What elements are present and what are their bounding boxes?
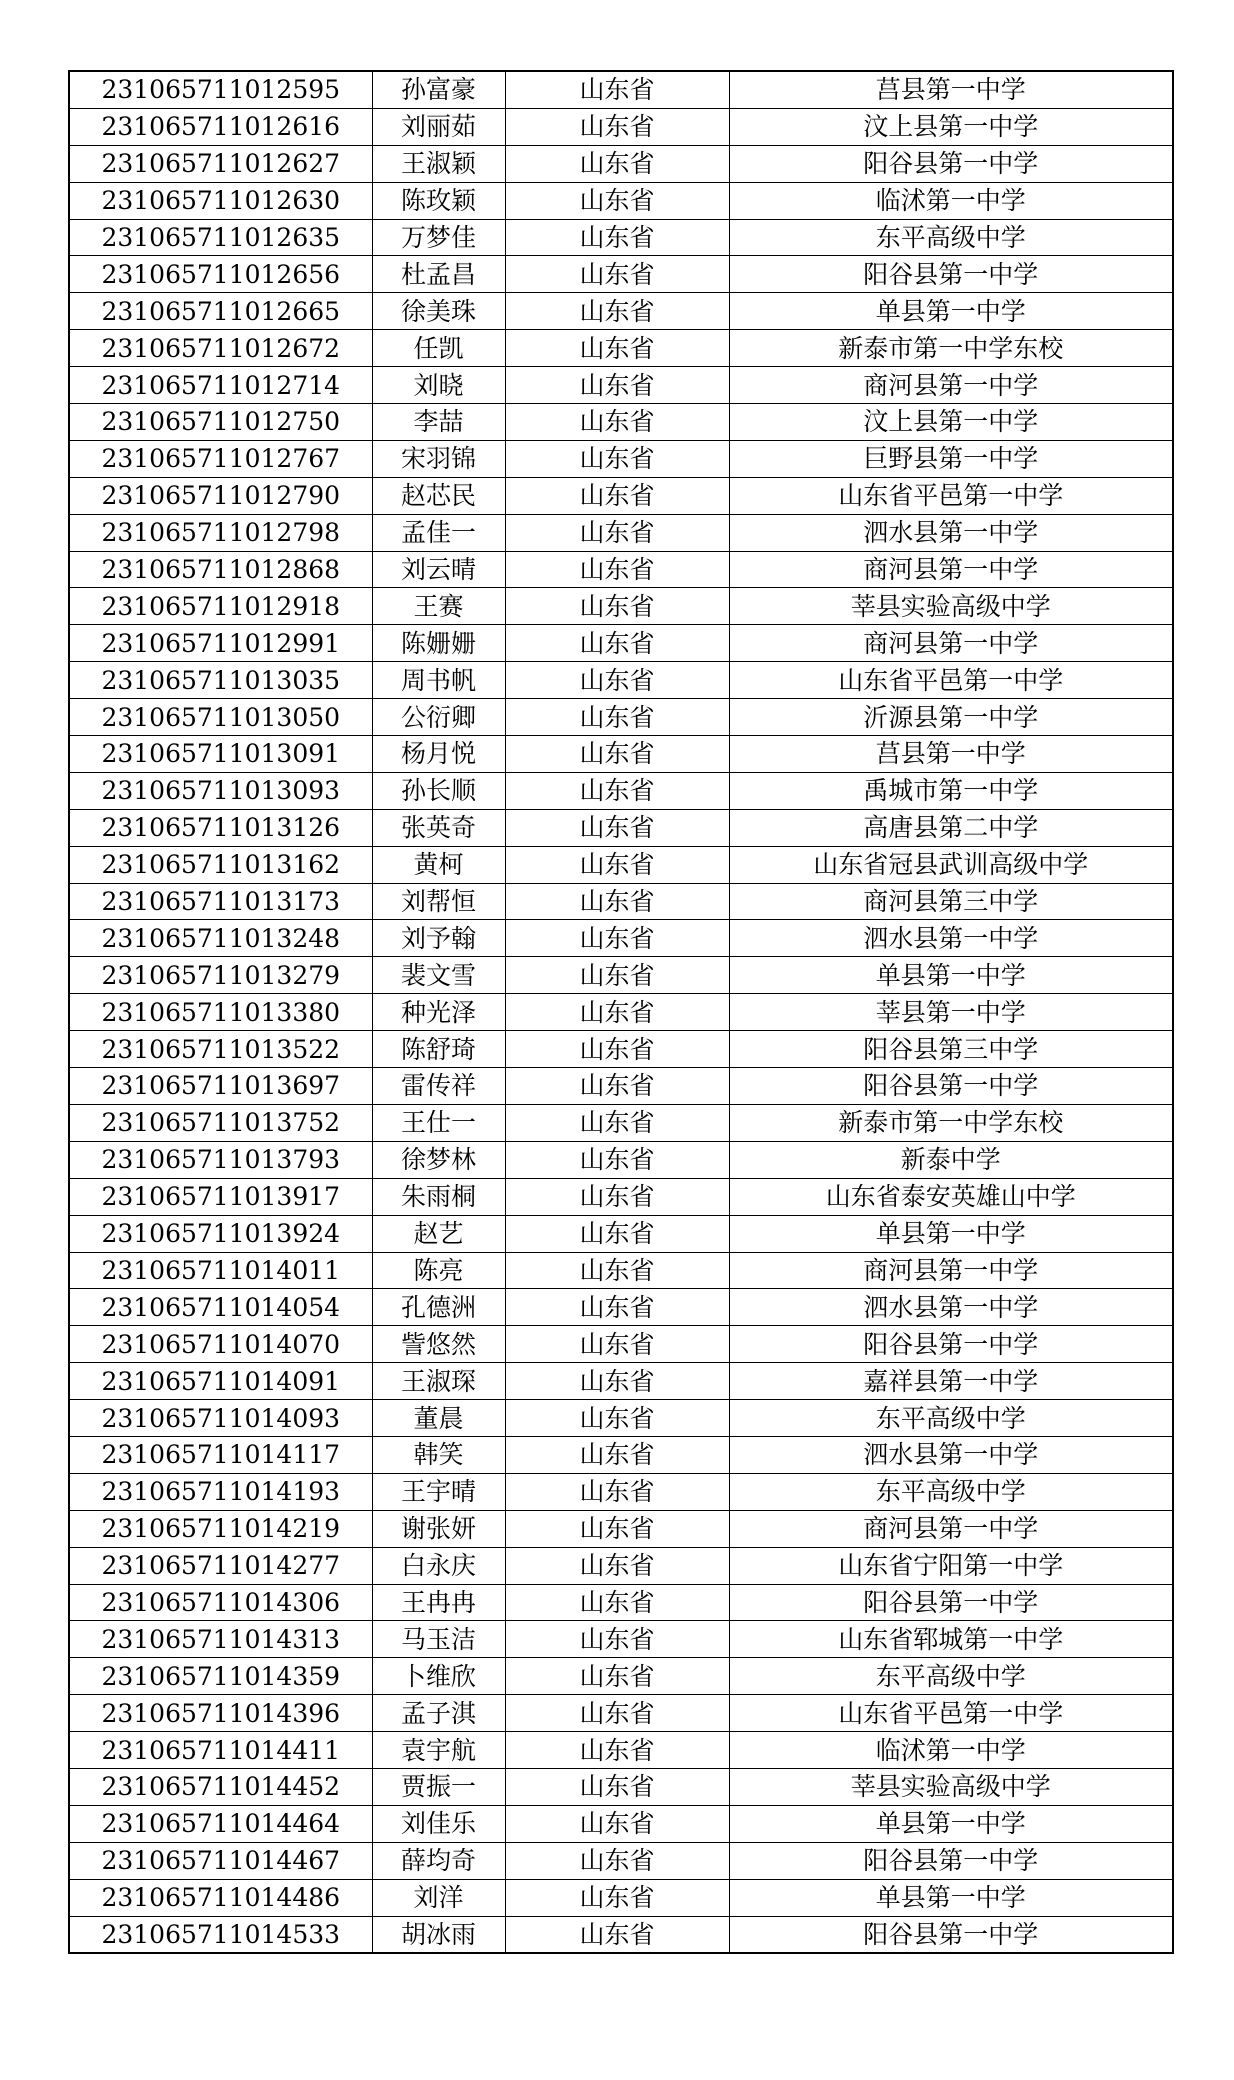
table-row xyxy=(69,1768,1173,1805)
candidate-id-cell: 231065711012868 xyxy=(69,551,372,588)
table-row xyxy=(69,477,1173,514)
candidate-id-cell: 231065711012635 xyxy=(69,219,372,256)
candidate-id-cell: 231065711014091 xyxy=(69,1363,372,1400)
candidate-id-cell: 231065711014486 xyxy=(69,1879,372,1916)
candidate-id-cell: 231065711012656 xyxy=(69,256,372,293)
candidate-id-cell: 231065711013522 xyxy=(69,1031,372,1068)
student-name-cell: 白永庆 xyxy=(372,1547,505,1584)
candidate-id-cell: 231065711013917 xyxy=(69,1178,372,1215)
candidate-id-cell: 231065711013279 xyxy=(69,957,372,994)
student-name-cell: 万梦佳 xyxy=(372,219,505,256)
roster-table-body xyxy=(69,71,1173,1953)
student-name-cell: 王淑琛 xyxy=(372,1363,505,1400)
province-cell: 山东省 xyxy=(505,588,729,625)
candidate-id-cell: 231065711013035 xyxy=(69,662,372,699)
candidate-id-cell: 231065711012627 xyxy=(69,145,372,182)
school-cell: 商河县第一中学 xyxy=(729,1510,1173,1547)
province-cell: 山东省 xyxy=(505,145,729,182)
school-cell: 单县第一中学 xyxy=(729,293,1173,330)
student-name-cell: 徐梦林 xyxy=(372,1141,505,1178)
table-row xyxy=(69,1068,1173,1105)
school-cell: 临沭第一中学 xyxy=(729,1732,1173,1769)
school-cell: 单县第一中学 xyxy=(729,1879,1173,1916)
table-row xyxy=(69,108,1173,145)
student-name-cell: 周书帆 xyxy=(372,662,505,699)
candidate-id-cell: 231065711014117 xyxy=(69,1436,372,1473)
table-row xyxy=(69,1916,1173,1953)
student-name-cell: 杜孟昌 xyxy=(372,256,505,293)
candidate-id-cell: 231065711012665 xyxy=(69,293,372,330)
province-cell: 山东省 xyxy=(505,477,729,514)
province-cell: 山东省 xyxy=(505,330,729,367)
school-cell: 单县第一中学 xyxy=(729,1215,1173,1252)
province-cell: 山东省 xyxy=(505,1510,729,1547)
province-cell: 山东省 xyxy=(505,182,729,219)
student-name-cell: 刘佳乐 xyxy=(372,1805,505,1842)
province-cell: 山东省 xyxy=(505,1842,729,1879)
school-cell: 东平高级中学 xyxy=(729,1658,1173,1695)
candidate-id-cell: 231065711014070 xyxy=(69,1326,372,1363)
school-cell: 山东省冠县武训高级中学 xyxy=(729,846,1173,883)
student-name-cell: 卜维欣 xyxy=(372,1658,505,1695)
student-name-cell: 雷传祥 xyxy=(372,1068,505,1105)
student-name-cell: 刘洋 xyxy=(372,1879,505,1916)
school-cell: 巨野县第一中学 xyxy=(729,440,1173,477)
table-row xyxy=(69,1436,1173,1473)
table-row xyxy=(69,1879,1173,1916)
student-name-cell: 王仕一 xyxy=(372,1104,505,1141)
province-cell: 山东省 xyxy=(505,1695,729,1732)
school-cell: 单县第一中学 xyxy=(729,957,1173,994)
school-cell: 莘县第一中学 xyxy=(729,994,1173,1031)
province-cell: 山东省 xyxy=(505,1621,729,1658)
student-name-cell: 种光泽 xyxy=(372,994,505,1031)
table-row xyxy=(69,1547,1173,1584)
student-name-cell: 赵芯民 xyxy=(372,477,505,514)
school-cell: 阳谷县第一中学 xyxy=(729,1584,1173,1621)
student-name-cell: 薛均奇 xyxy=(372,1842,505,1879)
candidate-id-cell: 231065711014411 xyxy=(69,1732,372,1769)
table-row xyxy=(69,1289,1173,1326)
table-row xyxy=(69,256,1173,293)
candidate-id-cell: 231065711014452 xyxy=(69,1768,372,1805)
table-row xyxy=(69,920,1173,957)
student-name-cell: 孟佳一 xyxy=(372,514,505,551)
school-cell: 临沭第一中学 xyxy=(729,182,1173,219)
school-cell: 莘县实验高级中学 xyxy=(729,1768,1173,1805)
school-cell: 嘉祥县第一中学 xyxy=(729,1363,1173,1400)
province-cell: 山东省 xyxy=(505,1473,729,1510)
school-cell: 泗水县第一中学 xyxy=(729,920,1173,957)
province-cell: 山东省 xyxy=(505,1215,729,1252)
student-name-cell: 裴文雪 xyxy=(372,957,505,994)
school-cell: 商河县第三中学 xyxy=(729,883,1173,920)
candidate-id-cell: 231065711012790 xyxy=(69,477,372,514)
school-cell: 新泰中学 xyxy=(729,1141,1173,1178)
student-name-cell: 陈舒琦 xyxy=(372,1031,505,1068)
province-cell: 山东省 xyxy=(505,108,729,145)
school-cell: 禹城市第一中学 xyxy=(729,772,1173,809)
province-cell: 山东省 xyxy=(505,219,729,256)
candidate-id-cell: 231065711013091 xyxy=(69,736,372,773)
candidate-id-cell: 231065711012750 xyxy=(69,404,372,441)
student-name-cell: 孙长顺 xyxy=(372,772,505,809)
candidate-id-cell: 231065711012798 xyxy=(69,514,372,551)
table-row xyxy=(69,1031,1173,1068)
candidate-id-cell: 231065711013050 xyxy=(69,699,372,736)
school-cell: 高唐县第二中学 xyxy=(729,809,1173,846)
school-cell: 汶上县第一中学 xyxy=(729,108,1173,145)
table-row xyxy=(69,1842,1173,1879)
school-cell: 商河县第一中学 xyxy=(729,1252,1173,1289)
student-name-cell: 张英奇 xyxy=(372,809,505,846)
table-row xyxy=(69,330,1173,367)
province-cell: 山东省 xyxy=(505,1326,729,1363)
table-row xyxy=(69,809,1173,846)
school-cell: 东平高级中学 xyxy=(729,1400,1173,1437)
candidate-id-cell: 231065711014277 xyxy=(69,1547,372,1584)
province-cell: 山东省 xyxy=(505,736,729,773)
candidate-id-cell: 231065711012630 xyxy=(69,182,372,219)
table-row xyxy=(69,1805,1173,1842)
student-name-cell: 孙富豪 xyxy=(372,71,505,108)
table-row xyxy=(69,1104,1173,1141)
student-name-cell: 刘晓 xyxy=(372,367,505,404)
candidate-id-cell: 231065711012595 xyxy=(69,71,372,108)
candidate-id-cell: 231065711013248 xyxy=(69,920,372,957)
student-name-cell: 韩笑 xyxy=(372,1436,505,1473)
province-cell: 山东省 xyxy=(505,883,729,920)
candidate-id-cell: 231065711014054 xyxy=(69,1289,372,1326)
table-row xyxy=(69,1252,1173,1289)
student-name-cell: 任凯 xyxy=(372,330,505,367)
candidate-id-cell: 231065711014093 xyxy=(69,1400,372,1437)
candidate-id-cell: 231065711014359 xyxy=(69,1658,372,1695)
province-cell: 山东省 xyxy=(505,440,729,477)
school-cell: 商河县第一中学 xyxy=(729,625,1173,662)
table-row xyxy=(69,145,1173,182)
student-name-cell: 訾悠然 xyxy=(372,1326,505,1363)
province-cell: 山东省 xyxy=(505,367,729,404)
province-cell: 山东省 xyxy=(505,1879,729,1916)
student-name-cell: 王赛 xyxy=(372,588,505,625)
school-cell: 新泰市第一中学东校 xyxy=(729,1104,1173,1141)
table-row xyxy=(69,1621,1173,1658)
table-row xyxy=(69,957,1173,994)
student-name-cell: 刘丽茹 xyxy=(372,108,505,145)
student-name-cell: 杨月悦 xyxy=(372,736,505,773)
province-cell: 山东省 xyxy=(505,1584,729,1621)
candidate-id-cell: 231065711013126 xyxy=(69,809,372,846)
province-cell: 山东省 xyxy=(505,1547,729,1584)
student-name-cell: 刘帮恒 xyxy=(372,883,505,920)
table-row xyxy=(69,994,1173,1031)
candidate-id-cell: 231065711013697 xyxy=(69,1068,372,1105)
student-name-cell: 董晨 xyxy=(372,1400,505,1437)
candidate-id-cell: 231065711012714 xyxy=(69,367,372,404)
province-cell: 山东省 xyxy=(505,1805,729,1842)
table-row xyxy=(69,404,1173,441)
school-cell: 山东省郓城第一中学 xyxy=(729,1621,1173,1658)
candidate-id-cell: 231065711014464 xyxy=(69,1805,372,1842)
candidate-id-cell: 231065711014193 xyxy=(69,1473,372,1510)
table-row xyxy=(69,736,1173,773)
table-row xyxy=(69,883,1173,920)
school-cell: 山东省平邑第一中学 xyxy=(729,477,1173,514)
table-row xyxy=(69,662,1173,699)
candidate-id-cell: 231065711012616 xyxy=(69,108,372,145)
table-row xyxy=(69,1400,1173,1437)
candidate-id-cell: 231065711014011 xyxy=(69,1252,372,1289)
province-cell: 山东省 xyxy=(505,71,729,108)
school-cell: 山东省泰安英雄山中学 xyxy=(729,1178,1173,1215)
school-cell: 沂源县第一中学 xyxy=(729,699,1173,736)
school-cell: 阳谷县第一中学 xyxy=(729,1326,1173,1363)
province-cell: 山东省 xyxy=(505,551,729,588)
school-cell: 商河县第一中学 xyxy=(729,367,1173,404)
province-cell: 山东省 xyxy=(505,1141,729,1178)
student-name-cell: 胡冰雨 xyxy=(372,1916,505,1953)
table-row xyxy=(69,367,1173,404)
candidate-id-cell: 231065711014533 xyxy=(69,1916,372,1953)
school-cell: 阳谷县第三中学 xyxy=(729,1031,1173,1068)
table-row xyxy=(69,1141,1173,1178)
province-cell: 山东省 xyxy=(505,920,729,957)
table-row xyxy=(69,1584,1173,1621)
student-name-cell: 陈姗姗 xyxy=(372,625,505,662)
school-cell: 阳谷县第一中学 xyxy=(729,256,1173,293)
student-name-cell: 孟子淇 xyxy=(372,1695,505,1732)
candidate-id-cell: 231065711012991 xyxy=(69,625,372,662)
candidate-id-cell: 231065711013380 xyxy=(69,994,372,1031)
province-cell: 山东省 xyxy=(505,1178,729,1215)
province-cell: 山东省 xyxy=(505,809,729,846)
province-cell: 山东省 xyxy=(505,957,729,994)
table-row xyxy=(69,588,1173,625)
school-cell: 新泰市第一中学东校 xyxy=(729,330,1173,367)
candidate-id-cell: 231065711012672 xyxy=(69,330,372,367)
student-name-cell: 陈玫颖 xyxy=(372,182,505,219)
school-cell: 阳谷县第一中学 xyxy=(729,145,1173,182)
province-cell: 山东省 xyxy=(505,1104,729,1141)
student-name-cell: 赵艺 xyxy=(372,1215,505,1252)
province-cell: 山东省 xyxy=(505,1068,729,1105)
province-cell: 山东省 xyxy=(505,1400,729,1437)
candidate-id-cell: 231065711013924 xyxy=(69,1215,372,1252)
province-cell: 山东省 xyxy=(505,1289,729,1326)
province-cell: 山东省 xyxy=(505,1436,729,1473)
province-cell: 山东省 xyxy=(505,293,729,330)
province-cell: 山东省 xyxy=(505,1031,729,1068)
table-row xyxy=(69,182,1173,219)
province-cell: 山东省 xyxy=(505,772,729,809)
province-cell: 山东省 xyxy=(505,1658,729,1695)
student-name-cell: 李喆 xyxy=(372,404,505,441)
province-cell: 山东省 xyxy=(505,662,729,699)
school-cell: 东平高级中学 xyxy=(729,219,1173,256)
school-cell: 山东省宁阳第一中学 xyxy=(729,1547,1173,1584)
table-row xyxy=(69,699,1173,736)
table-row xyxy=(69,1215,1173,1252)
candidate-id-cell: 231065711013093 xyxy=(69,772,372,809)
table-row xyxy=(69,1732,1173,1769)
school-cell: 莒县第一中学 xyxy=(729,736,1173,773)
candidate-id-cell: 231065711014219 xyxy=(69,1510,372,1547)
table-row xyxy=(69,1363,1173,1400)
table-row xyxy=(69,219,1173,256)
province-cell: 山东省 xyxy=(505,846,729,883)
table-row xyxy=(69,1695,1173,1732)
table-row xyxy=(69,514,1173,551)
table-row xyxy=(69,293,1173,330)
table-row xyxy=(69,1658,1173,1695)
school-cell: 泗水县第一中学 xyxy=(729,514,1173,551)
student-name-cell: 黄柯 xyxy=(372,846,505,883)
province-cell: 山东省 xyxy=(505,1732,729,1769)
student-name-cell: 陈亮 xyxy=(372,1252,505,1289)
candidate-id-cell: 231065711014313 xyxy=(69,1621,372,1658)
candidate-id-cell: 231065711012918 xyxy=(69,588,372,625)
province-cell: 山东省 xyxy=(505,514,729,551)
student-name-cell: 朱雨桐 xyxy=(372,1178,505,1215)
school-cell: 莒县第一中学 xyxy=(729,71,1173,108)
student-name-cell: 孔德洲 xyxy=(372,1289,505,1326)
school-cell: 阳谷县第一中学 xyxy=(729,1842,1173,1879)
table-row xyxy=(69,71,1173,108)
school-cell: 泗水县第一中学 xyxy=(729,1436,1173,1473)
candidate-id-cell: 231065711012767 xyxy=(69,440,372,477)
table-row xyxy=(69,1510,1173,1547)
student-name-cell: 马玉洁 xyxy=(372,1621,505,1658)
candidate-id-cell: 231065711014306 xyxy=(69,1584,372,1621)
province-cell: 山东省 xyxy=(505,404,729,441)
school-cell: 东平高级中学 xyxy=(729,1473,1173,1510)
student-name-cell: 袁宇航 xyxy=(372,1732,505,1769)
school-cell: 泗水县第一中学 xyxy=(729,1289,1173,1326)
school-cell: 莘县实验高级中学 xyxy=(729,588,1173,625)
province-cell: 山东省 xyxy=(505,1768,729,1805)
candidate-id-cell: 231065711014396 xyxy=(69,1695,372,1732)
candidate-id-cell: 231065711013162 xyxy=(69,846,372,883)
province-cell: 山东省 xyxy=(505,1916,729,1953)
school-cell: 商河县第一中学 xyxy=(729,551,1173,588)
student-name-cell: 贾振一 xyxy=(372,1768,505,1805)
province-cell: 山东省 xyxy=(505,994,729,1031)
candidate-id-cell: 231065711013173 xyxy=(69,883,372,920)
school-cell: 阳谷县第一中学 xyxy=(729,1916,1173,1953)
school-cell: 山东省平邑第一中学 xyxy=(729,662,1173,699)
student-name-cell: 谢张妍 xyxy=(372,1510,505,1547)
student-name-cell: 徐美珠 xyxy=(372,293,505,330)
school-cell: 山东省平邑第一中学 xyxy=(729,1695,1173,1732)
province-cell: 山东省 xyxy=(505,256,729,293)
candidate-id-cell: 231065711014467 xyxy=(69,1842,372,1879)
school-cell: 阳谷县第一中学 xyxy=(729,1068,1173,1105)
table-row xyxy=(69,551,1173,588)
student-name-cell: 宋羽锦 xyxy=(372,440,505,477)
candidate-id-cell: 231065711013752 xyxy=(69,1104,372,1141)
province-cell: 山东省 xyxy=(505,699,729,736)
school-cell: 单县第一中学 xyxy=(729,1805,1173,1842)
table-row xyxy=(69,1326,1173,1363)
school-cell: 汶上县第一中学 xyxy=(729,404,1173,441)
province-cell: 山东省 xyxy=(505,625,729,662)
province-cell: 山东省 xyxy=(505,1252,729,1289)
table-row xyxy=(69,772,1173,809)
student-name-cell: 王冉冉 xyxy=(372,1584,505,1621)
province-cell: 山东省 xyxy=(505,1363,729,1400)
student-name-cell: 王淑颖 xyxy=(372,145,505,182)
student-name-cell: 公衍卿 xyxy=(372,699,505,736)
table-row xyxy=(69,625,1173,662)
candidate-id-cell: 231065711013793 xyxy=(69,1141,372,1178)
student-name-cell: 刘予翰 xyxy=(372,920,505,957)
student-name-cell: 刘云晴 xyxy=(372,551,505,588)
table-row xyxy=(69,846,1173,883)
table-row xyxy=(69,1473,1173,1510)
roster-table xyxy=(68,70,1174,1954)
table-row xyxy=(69,440,1173,477)
table-row xyxy=(69,1178,1173,1215)
student-name-cell: 王宇晴 xyxy=(372,1473,505,1510)
